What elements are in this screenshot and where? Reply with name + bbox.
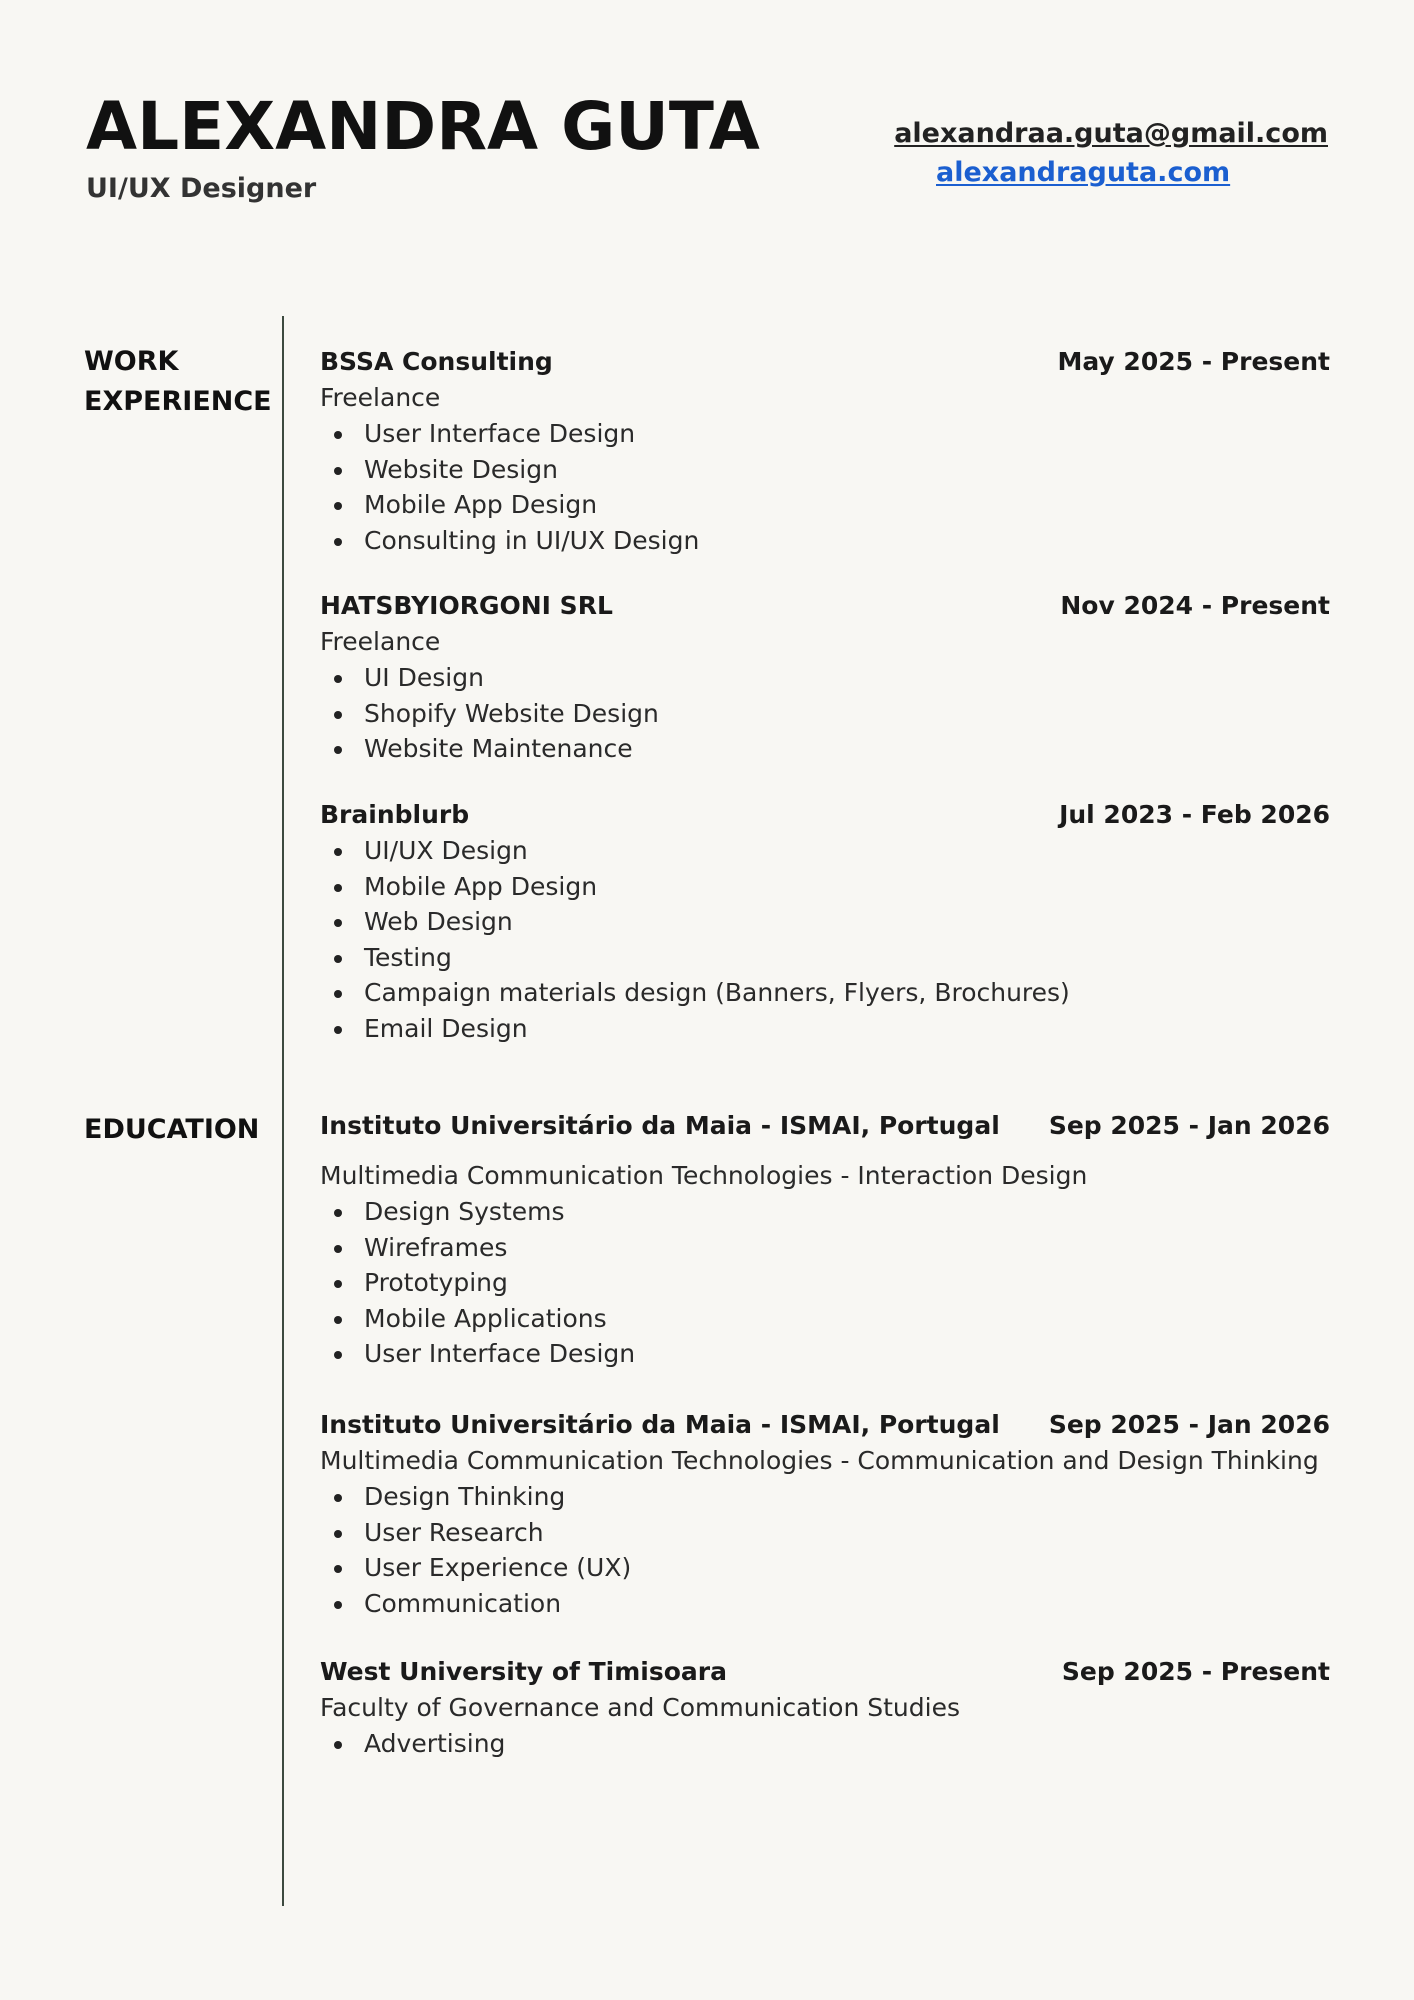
list-item: UI/UX Design (320, 833, 1330, 869)
list-item: Design Thinking (320, 1479, 1330, 1515)
entry-header (320, 588, 1330, 624)
candidate-role: UI/UX Designer (86, 173, 317, 204)
list-item: User Interface Design (320, 1336, 1330, 1372)
list-item: User Interface Design (320, 416, 1330, 452)
list-item: Advertising (320, 1726, 1330, 1762)
candidate-name: ALEXANDRA GUTA (86, 88, 760, 165)
list-item: Web Design (320, 904, 1330, 940)
list-item: Website Maintenance (320, 731, 1330, 767)
list-item: Prototyping (320, 1265, 1330, 1301)
work-entry-bssa (320, 344, 1330, 558)
entry-dates: Sep 2025 - Jan 2026 (1048, 1410, 1330, 1439)
list-item: Email Design (320, 1011, 1330, 1047)
course-list (320, 1194, 1330, 1372)
company-name: BSSA Consulting (320, 347, 553, 376)
list-item: User Research (320, 1515, 1330, 1551)
entry-header (320, 1654, 1330, 1690)
list-item: Design Systems (320, 1194, 1330, 1230)
course-list (320, 1479, 1330, 1621)
list-item: User Experience (UX) (320, 1550, 1330, 1586)
work-heading-line2: EXPERIENCE (84, 386, 272, 417)
list-item: Consulting in UI/UX Design (320, 523, 1330, 559)
entry-header (320, 1407, 1330, 1443)
entry-subtitle: Freelance (320, 383, 441, 412)
entry-subtitle: Multimedia Communication Technologies - Communication and Design Thinking (320, 1446, 1319, 1475)
list-item: Shopify Website Design (320, 696, 1330, 732)
list-item: Website Design (320, 452, 1330, 488)
institution-name: Instituto Universitário da Maia - ISMAI, Portugal (320, 1111, 1000, 1140)
work-entry-hatsbyiorgoni (320, 588, 1330, 767)
entry-dates: Sep 2025 - Jan 2026 (1048, 1111, 1330, 1140)
work-entry-brainblurb (320, 797, 1330, 1046)
list-item: Mobile Applications (320, 1301, 1330, 1337)
entry-dates: Nov 2024 - Present (1060, 591, 1330, 620)
entry-header (320, 797, 1330, 833)
website-link[interactable]: alexandraguta.com (936, 157, 1231, 188)
entry-subtitle: Faculty of Governance and Communication Studies (320, 1693, 961, 1722)
education-entry-ismai-interaction (320, 1108, 1330, 1372)
education-entry-ismai-communication (320, 1407, 1330, 1621)
list-item: UI Design (320, 660, 1330, 696)
duty-list (320, 833, 1330, 1046)
course-list (320, 1726, 1330, 1762)
institution-name: West University of Timisoara (320, 1657, 727, 1686)
list-item: Mobile App Design (320, 869, 1330, 905)
company-name: Brainblurb (320, 800, 470, 829)
entry-subtitle: Multimedia Communication Technologies - Interaction Design (320, 1161, 1088, 1190)
work-experience-heading (84, 342, 274, 422)
work-heading-line1: WORK (84, 346, 179, 377)
list-item: Communication (320, 1586, 1330, 1622)
entry-header (320, 1108, 1330, 1144)
company-name: HATSBYIORGONI SRL (320, 591, 613, 620)
list-item: Wireframes (320, 1230, 1330, 1266)
list-item: Campaign materials design (Banners, Flyers, Brochures) (320, 975, 1330, 1011)
education-heading: EDUCATION (84, 1114, 260, 1145)
section-divider (282, 316, 284, 1906)
list-item: Mobile App Design (320, 487, 1330, 523)
entry-dates: May 2025 - Present (1057, 347, 1330, 376)
list-item: Testing (320, 940, 1330, 976)
institution-name: Instituto Universitário da Maia - ISMAI, Portugal (320, 1410, 1000, 1439)
email-link[interactable]: alexandraa.guta@gmail.com (894, 118, 1328, 149)
entry-dates: Jul 2023 - Feb 2026 (1059, 800, 1330, 829)
education-entry-west-university (320, 1654, 1330, 1762)
entry-header (320, 344, 1330, 380)
duty-list (320, 416, 1330, 558)
entry-subtitle: Freelance (320, 627, 441, 656)
duty-list (320, 660, 1330, 767)
entry-dates: Sep 2025 - Present (1061, 1657, 1330, 1686)
